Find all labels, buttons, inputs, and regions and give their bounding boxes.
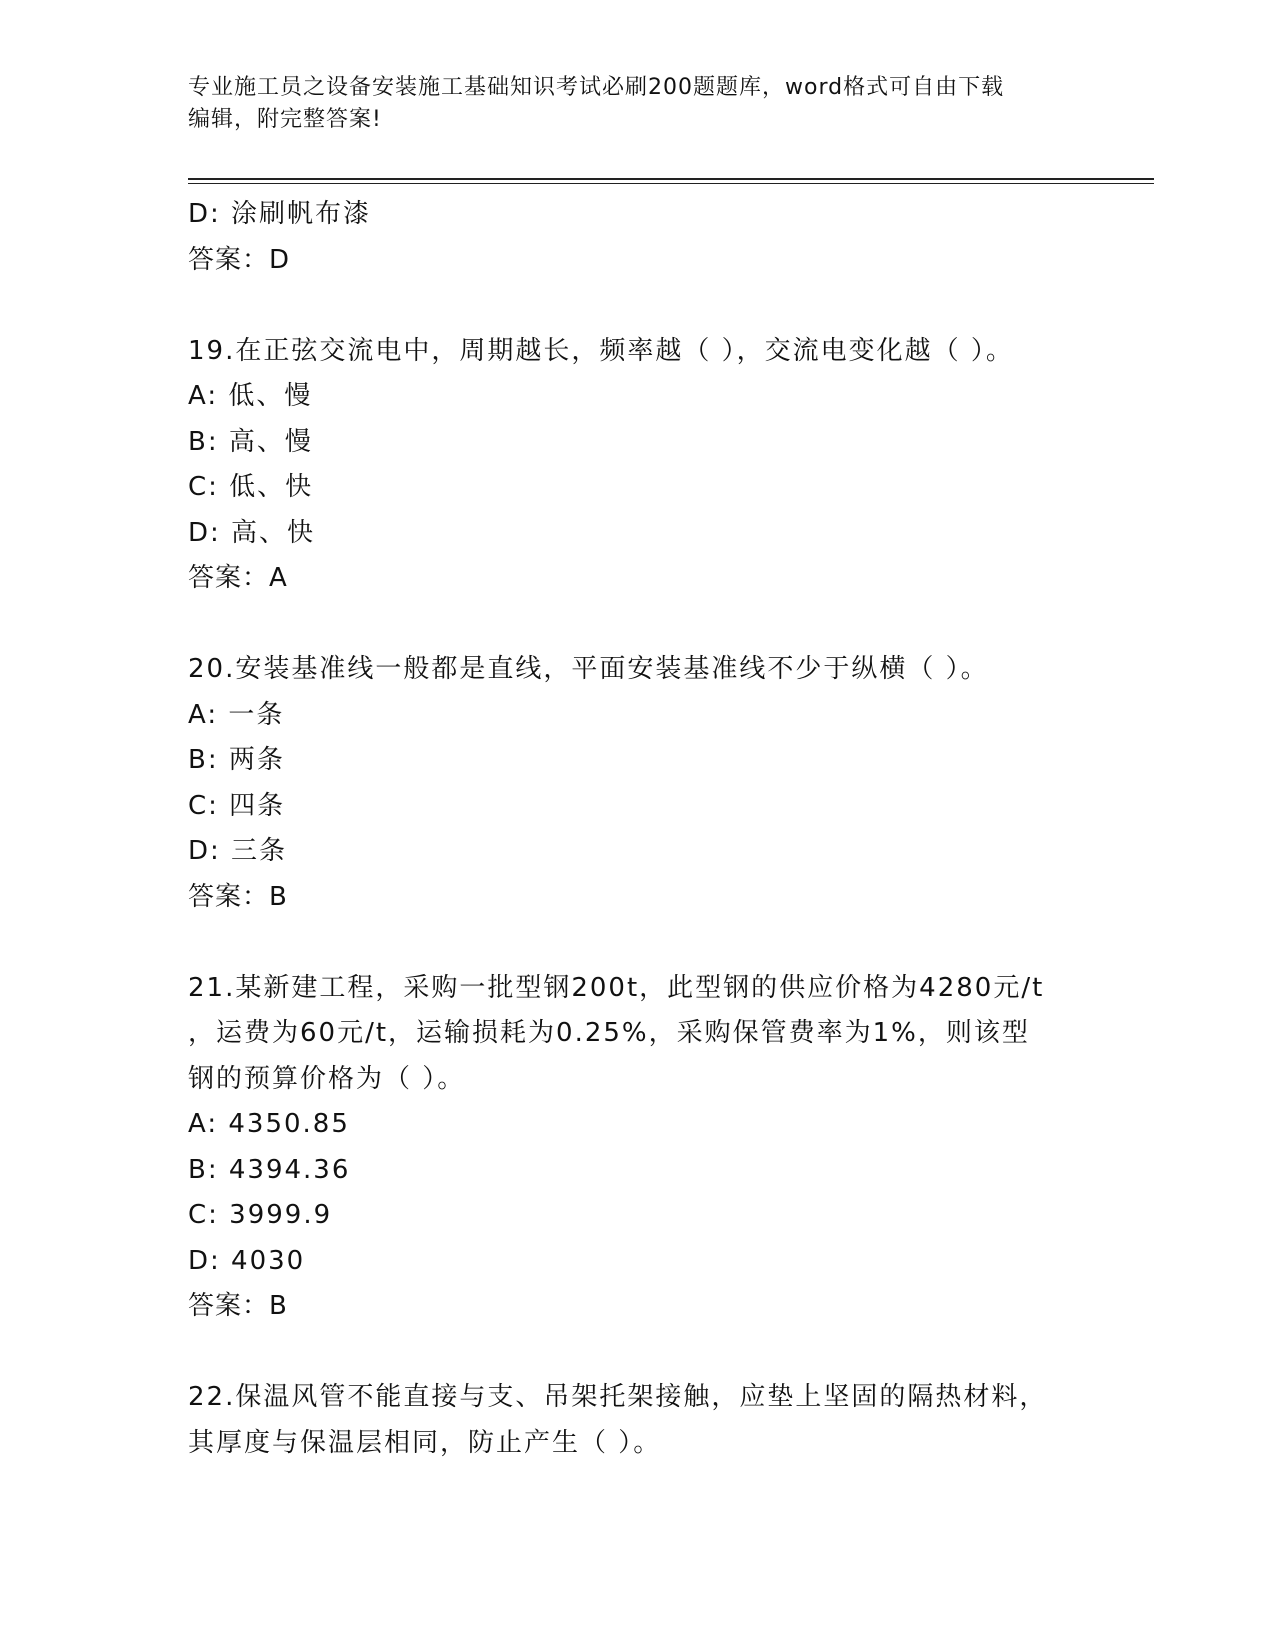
- question-text: 19.在正弦交流电中，周期越长，频率越（ ），交流电变化越（ ）。: [188, 335, 1014, 366]
- header-line-2: 编辑，附完整答案!: [188, 107, 382, 132]
- question-block-21: [188, 966, 1088, 1330]
- option-c: C: 3999.9: [188, 1200, 333, 1230]
- option-b: B: 两条: [188, 745, 285, 775]
- answer-line: 答案：B: [188, 881, 288, 912]
- question-block-19: [188, 329, 1088, 602]
- question-block-20: [188, 647, 1088, 920]
- header-divider-thin: [188, 183, 1154, 184]
- question-block-prev: [188, 192, 1088, 283]
- option-b: B: 高、慢: [188, 426, 313, 457]
- option-d: D: 4030: [188, 1245, 306, 1276]
- option-d: D: 涂刷帆布漆: [188, 199, 372, 229]
- option-d: D: 三条: [188, 836, 288, 866]
- answer-line: 答案：B: [188, 1291, 288, 1321]
- option-c: C: 低、快: [188, 472, 314, 502]
- spacer: [188, 283, 1088, 329]
- question-text-line-2: 其厚度与保温层相同，防止产生（ ）。: [188, 1427, 662, 1458]
- option-a: A: 低、慢: [188, 381, 313, 411]
- question-text-line-3: 钢的预算价格为（ ）。: [188, 1063, 466, 1094]
- question-text-line-2: ，运费为60元/t，运输损耗为0.25%，采购保管费率为1%，则该型: [188, 1018, 1030, 1048]
- header-divider-thick: [188, 178, 1154, 180]
- option-a: A: 4350.85: [188, 1109, 350, 1139]
- question-text: 20.安装基准线一般都是直线，平面安装基准线不少于纵横（ ）。: [188, 654, 989, 684]
- answer-line: 答案：A: [188, 563, 288, 593]
- spacer: [188, 1330, 1088, 1376]
- answer-line: 答案：D: [188, 244, 291, 275]
- option-b: B: 4394.36: [188, 1154, 351, 1185]
- question-list: [188, 192, 1088, 1466]
- option-c: C: 四条: [188, 790, 286, 821]
- question-block-22: [188, 1375, 1088, 1466]
- question-text-line-1: 22.保温风管不能直接与支、吊架托架接触，应垫上坚固的隔热材料，: [188, 1382, 1048, 1412]
- document-header: [188, 72, 1068, 136]
- option-a: A: 一条: [188, 699, 285, 730]
- spacer: [188, 920, 1088, 966]
- question-text-line-1: 21.某新建工程，采购一批型钢200t，此型钢的供应价格为4280元/t: [188, 972, 1045, 1003]
- option-d: D: 高、快: [188, 517, 316, 548]
- header-line-1: 专业施工员之设备安装施工基础知识考试必刷200题题库，word格式可自由下载: [188, 75, 1005, 100]
- spacer: [188, 602, 1088, 648]
